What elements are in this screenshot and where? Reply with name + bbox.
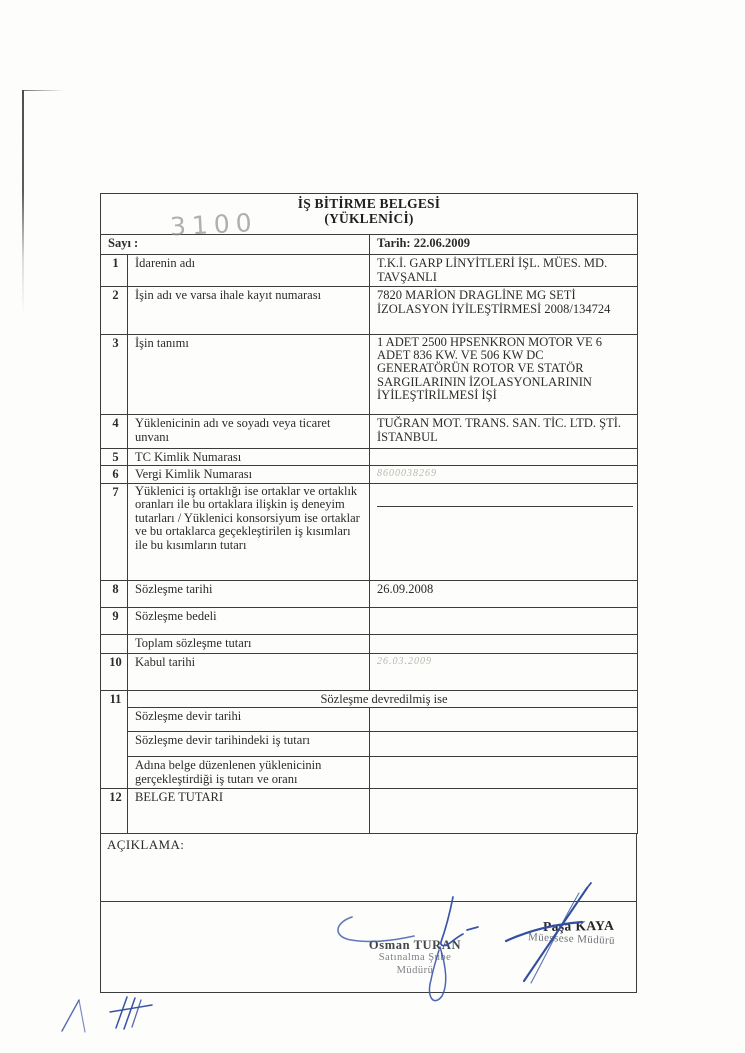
row-value (370, 608, 638, 635)
row-number: 9 (101, 608, 128, 635)
row-value (370, 757, 638, 789)
document-title-line1: İŞ BİTİRME BELGESİ (297, 196, 441, 211)
table-row (101, 708, 638, 732)
row-value-split (370, 484, 638, 581)
row-value-faint: 8600038269 (370, 466, 638, 484)
row-label: Yüklenici iş ortaklığı ise ortaklar ve ortaklık oranları ile bu ortaklara ilişkin iş deneyim tutarları / Yüklenici konsorsiyum ise ortaklar ve bu ortaklarca geçekleştirilen iş kısımları ile bu kısımların tutarı (128, 484, 370, 581)
scan-corner-mark-horizontal (22, 90, 64, 91)
document-title-line2: (YÜKLENİCİ) (324, 211, 414, 226)
row-label: Vergi Kimlik Numarası (128, 466, 370, 484)
table-row (101, 449, 638, 466)
row-label: Sözleşme devir tarihindeki iş tutarı (128, 732, 370, 757)
row-value: T.K.İ. GARP LİNYİTLERİ İŞL. MÜES. MD. TAVŞANLI (370, 255, 638, 287)
row-value: TUĞRAN MOT. TRANS. SAN. TİC. LTD. ŞTİ. İSTANBUL (370, 415, 638, 449)
row-value-split-top (377, 485, 633, 507)
row-number: 1 (101, 255, 128, 287)
table-row (101, 789, 638, 834)
aciklama-section (100, 834, 637, 902)
row-number: 4 (101, 415, 128, 449)
signature-left-title2: Müdürü (396, 965, 434, 976)
row-number: 5 (101, 449, 128, 466)
sayi-label: Sayı : (101, 235, 370, 255)
row-label: Toplam sözleşme tutarı (128, 635, 370, 654)
row-label: Kabul tarihi (128, 654, 370, 691)
table-row (101, 484, 638, 581)
table-row (101, 335, 638, 415)
row-label: İşin adı ve varsa ihale kayıt numarası (128, 287, 370, 335)
scan-corner-mark-vertical (22, 90, 24, 315)
row-value: 1 ADET 2500 HPSENKRON MOTOR VE 6 ADET 836 KW. VE 506 KW DC GENERATÖRÜN ROTOR VE STATÖR SARGILARININ İZOLASYONLARININ İYİLEŞTİRİLMESİ İŞİ (370, 335, 638, 415)
row-label: Adına belge düzenlenen yüklenicinin gerçekleştirdiği iş tutarı ve oranı (128, 757, 370, 789)
table-row (101, 415, 638, 449)
row-value (370, 732, 638, 757)
row-number: 2 (101, 287, 128, 335)
row-number: 10 (101, 654, 128, 691)
table-row (101, 466, 638, 484)
row-number: 11 (101, 691, 128, 789)
row-value (370, 449, 638, 466)
tarih-value: Tarih: 22.06.2009 (370, 235, 638, 255)
row-label: Sözleşme bedeli (128, 608, 370, 635)
table-row (101, 608, 638, 635)
row-number: 3 (101, 335, 128, 415)
table-row (101, 691, 638, 708)
handwritten-document-number: 3100 (169, 207, 259, 242)
row-label: İdarenin adı (128, 255, 370, 287)
table-row (101, 287, 638, 335)
certificate-table (100, 193, 638, 834)
signature-left-name: Osman TURAN (368, 938, 462, 952)
table-row (101, 255, 638, 287)
row-number: 12 (101, 789, 128, 834)
table-row (101, 581, 638, 608)
section-header: Sözleşme devredilmiş ise (128, 691, 638, 708)
row-number: 8 (101, 581, 128, 608)
row-label: Sözleşme devir tarihi (128, 708, 370, 732)
row-value: 7820 MARİON DRAGLİNE MG SETİ İZOLASYON İYİLEŞTİRMESİ 2008/134724 (370, 287, 638, 335)
row-number: 6 (101, 466, 128, 484)
row-label: BELGE TUTARI (128, 789, 370, 834)
signature-left-title1: Satınalma Şube (378, 952, 452, 963)
row-value (370, 708, 638, 732)
row-value: 26.09.2008 (370, 581, 638, 608)
aciklama-label: AÇIKLAMA: (107, 837, 185, 852)
row-label: Sözleşme tarihi (128, 581, 370, 608)
table-row (101, 635, 638, 654)
row-value (370, 635, 638, 654)
table-row (101, 757, 638, 789)
row-value (370, 789, 638, 834)
row-label: Yüklenicinin adı ve soyadı veya ticaret unvanı (128, 415, 370, 449)
row-label: TC Kimlik Numarası (128, 449, 370, 466)
row-value-split-bottom (377, 507, 633, 579)
table-row (101, 732, 638, 757)
row-number (101, 635, 128, 654)
certificate-form (100, 193, 637, 993)
table-row (101, 654, 638, 691)
handwritten-marks (62, 997, 152, 1032)
row-label: İşin tanımı (128, 335, 370, 415)
row-number: 7 (101, 484, 128, 581)
signature-right-title: Müessese Müdürü (527, 931, 616, 947)
row-value-faint: 26.03.2009 (370, 654, 638, 691)
signature-right-name: Paşa KAYA (542, 917, 615, 935)
